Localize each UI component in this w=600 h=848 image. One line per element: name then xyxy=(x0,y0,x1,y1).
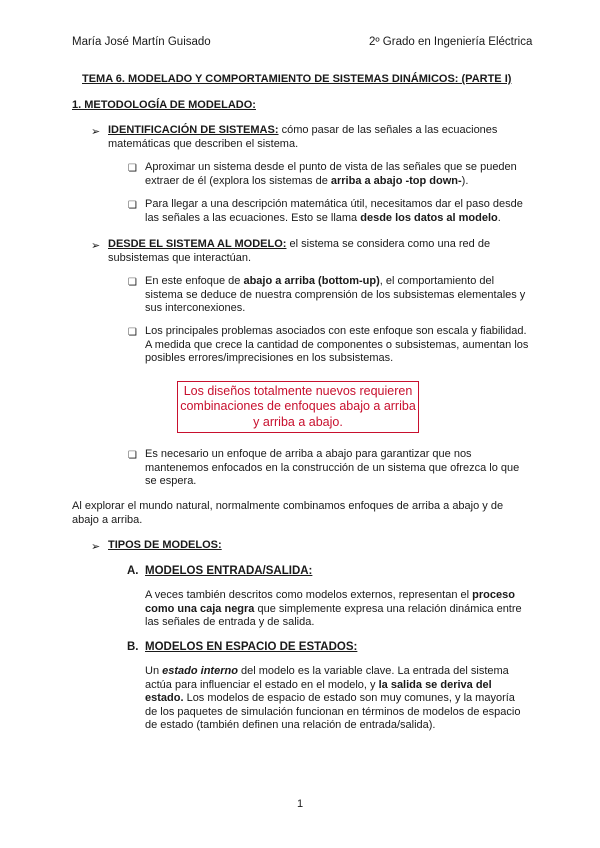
bullet-bold: arriba a abajo -top down- xyxy=(330,174,462,187)
bullet-bold: abajo a arriba (bottom-up) xyxy=(243,275,380,287)
body-text: del modelo es la variable clave. La entrada del sistema actúa para influenciar el estado en el modelo, y xyxy=(145,665,509,691)
subsection-letter-b: B. xyxy=(127,641,139,653)
header-author: María José Martín Guisado xyxy=(72,36,211,48)
arrow-bullet-icon: ➢ xyxy=(91,541,101,553)
desde-bullet-1 xyxy=(145,275,530,316)
bullet-text: . xyxy=(497,211,501,224)
checkbox-bullet-icon: ❏ xyxy=(128,327,137,338)
callout-line: combinaciones de enfoques abajo a arriba xyxy=(180,399,416,414)
checkbox-bullet-icon: ❏ xyxy=(128,163,137,174)
callout-line: y arriba a abajo. xyxy=(253,414,343,429)
page-number: 1 xyxy=(296,798,304,810)
body-bold: la salida se deriva del estado. xyxy=(145,678,492,705)
callout-line: Los diseños totalmente nuevos requieren xyxy=(183,383,413,398)
desde-bullet-3: Es necesario un enfoque de arriba a abajo para garantizar que nos mantenemos enfocados en la construcción de un sistema que ofrezca lo que se espera. xyxy=(145,448,520,488)
subsection-heading-a: MODELOS ENTRADA/SALIDA: xyxy=(145,565,313,577)
header-course: 2º Grado en Ingeniería Eléctrica xyxy=(369,36,533,48)
entrada-salida-paragraph xyxy=(145,589,530,630)
arrow-bullet-icon: ➢ xyxy=(91,240,101,252)
ident-bullet-1 xyxy=(145,161,530,188)
body-text: A veces también descritos como modelos externos, representan el xyxy=(145,589,473,601)
ident-paragraph xyxy=(108,124,538,151)
bullet-text: ). xyxy=(461,174,469,187)
body-text: Un xyxy=(145,665,163,677)
bullet-text: , el comportamiento del sistema se deduce de nuestra comprensión de los subsistemas elementales y sus interconexiones. xyxy=(145,275,526,315)
subsection-letter-a: A. xyxy=(127,565,139,577)
page-title: TEMA 6. MODELADO Y COMPORTAMIENTO DE SISTEMAS DINÁMICOS: (PARTE I) xyxy=(82,73,512,85)
desde-text: el sistema se considera como una red de subsistemas que interactúan. xyxy=(108,238,491,264)
body-text: que simplemente expresa una relación dinámica entre las señales de entrada y de salida. xyxy=(145,602,522,629)
section-heading: 1. METODOLOGÍA DE MODELADO: xyxy=(72,99,256,111)
callout-box xyxy=(177,381,419,433)
bullet-text: Para llegar a una descripción matemática útil, necesitamos dar el paso desde las señales a las ecuaciones. Esto se llama xyxy=(145,198,523,224)
desde-heading: DESDE EL SISTEMA AL MODELO: xyxy=(108,238,287,250)
subsection-heading-b: MODELOS EN ESPACIO DE ESTADOS: xyxy=(145,641,358,653)
espacio-estados-paragraph xyxy=(145,665,530,733)
explorar-paragraph: Al explorar el mundo natural, normalmente combinamos enfoques de arriba a abajo y de abajo a arriba. xyxy=(72,500,504,526)
ident-heading: IDENTIFICACIÓN DE SISTEMAS: xyxy=(108,124,279,136)
bullet-bold: desde los datos al modelo xyxy=(360,211,498,224)
checkbox-bullet-icon: ❏ xyxy=(128,200,137,211)
body-bold: proceso como una caja negra xyxy=(145,589,515,615)
bullet-text: En este enfoque de xyxy=(145,275,244,287)
body-bold-italic: estado interno xyxy=(162,665,238,677)
tipos-heading: TIPOS DE MODELOS: xyxy=(108,539,222,551)
desde-paragraph xyxy=(108,238,538,265)
ident-bullet-2 xyxy=(145,198,530,225)
desde-bullet-2: Los principales problemas asociados con este enfoque son escala y fiabilidad. A medida que crece la cantidad de componentes o subsistemas, aumentan los posibles errores/imprecisiones en los subsistemas. xyxy=(145,325,529,365)
checkbox-bullet-icon: ❏ xyxy=(128,277,137,288)
ident-text: cómo pasar de las señales a las ecuaciones matemáticas que describen el sistema. xyxy=(108,124,498,150)
checkbox-bullet-icon: ❏ xyxy=(128,450,137,461)
arrow-bullet-icon: ➢ xyxy=(91,126,101,138)
bullet-text: Aproximar un sistema desde el punto de vista de las señales que se pueden extraer de él (explora los sistemas de xyxy=(145,161,517,187)
body-text: Los modelos de espacio de estado son muy comunes, y la mayoría de los paquetes de simulación funcionan en términos de modelos de espacio de estado (también definen una relación de entrada/salida). xyxy=(145,692,521,732)
